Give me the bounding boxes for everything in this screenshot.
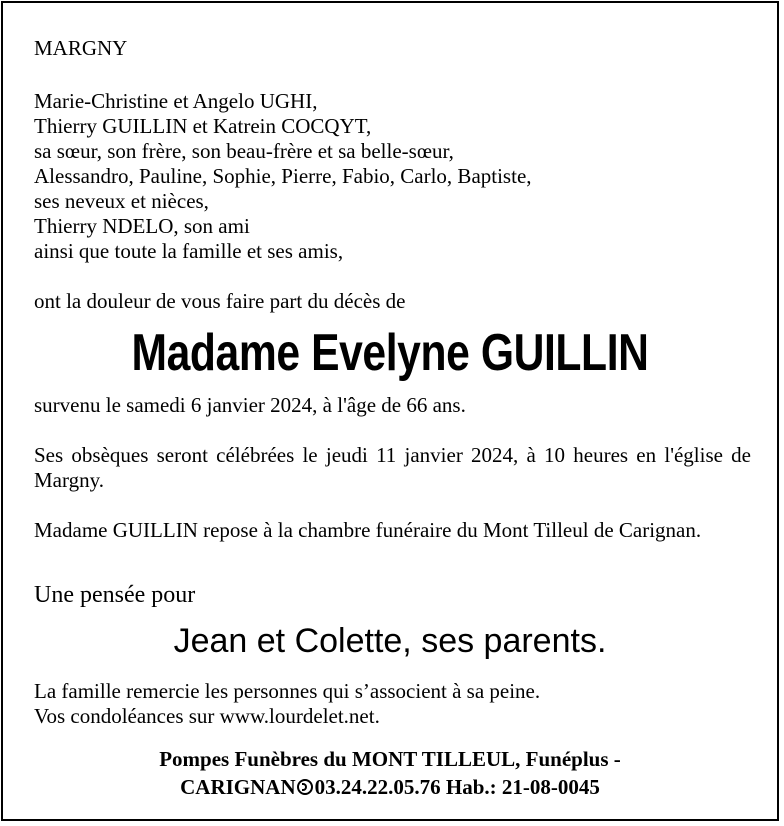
funeral-home-footer	[3, 745, 777, 801]
family-line: Thierry GUILLIN et Katrein COCQYT,	[34, 114, 372, 138]
place-name: MARGNY	[34, 36, 128, 60]
funeral-home-city: CARIGNAN	[180, 775, 296, 799]
death-info: survenu le samedi 6 janvier 2024, à l'âge de 66 ans.	[34, 393, 466, 417]
announcement-text: ont la douleur de vous faire part du décès de	[34, 289, 406, 313]
funeral-home-name: Pompes Funèbres du MONT TILLEUL, Funéplus -	[159, 747, 621, 771]
condolences-line: Vos condoléances sur www.lourdelet.net.	[34, 704, 380, 728]
deceased-name: Madame Evelyne GUILLIN	[131, 324, 649, 382]
family-line: ses neveux et nièces,	[34, 189, 209, 213]
funeral-info: Ses obsèques seront célébrées le jeudi 11 janvier 2024, à 10 heures en l'église de Margny.	[34, 443, 751, 492]
thought-for: Jean et Colette, ses parents.	[173, 622, 607, 660]
funeral-home-contact	[3, 773, 777, 801]
rest-info: Madame GUILLIN repose à la chambre funéraire du Mont Tilleul de Carignan.	[34, 518, 702, 542]
thought-intro: Une pensée pour	[34, 582, 196, 608]
funeral-home-phone: 03.24.22.05.76 Hab.: 21-08-0045	[314, 775, 600, 799]
family-line: sa sœur, son frère, son beau-frère et sa belle-sœur,	[34, 139, 454, 163]
family-line: Alessandro, Pauline, Sophie, Pierre, Fabio, Carlo, Baptiste,	[34, 164, 532, 188]
thanks-line: La famille remercie les personnes qui s’associent à sa peine.	[34, 679, 541, 703]
obituary-notice	[1, 1, 779, 821]
family-line: ainsi que toute la famille et ses amis,	[34, 239, 344, 263]
phone-icon	[297, 779, 313, 795]
family-line: Thierry NDELO, son ami	[34, 214, 250, 238]
family-line: Marie-Christine et Angelo UGHI,	[34, 89, 318, 113]
